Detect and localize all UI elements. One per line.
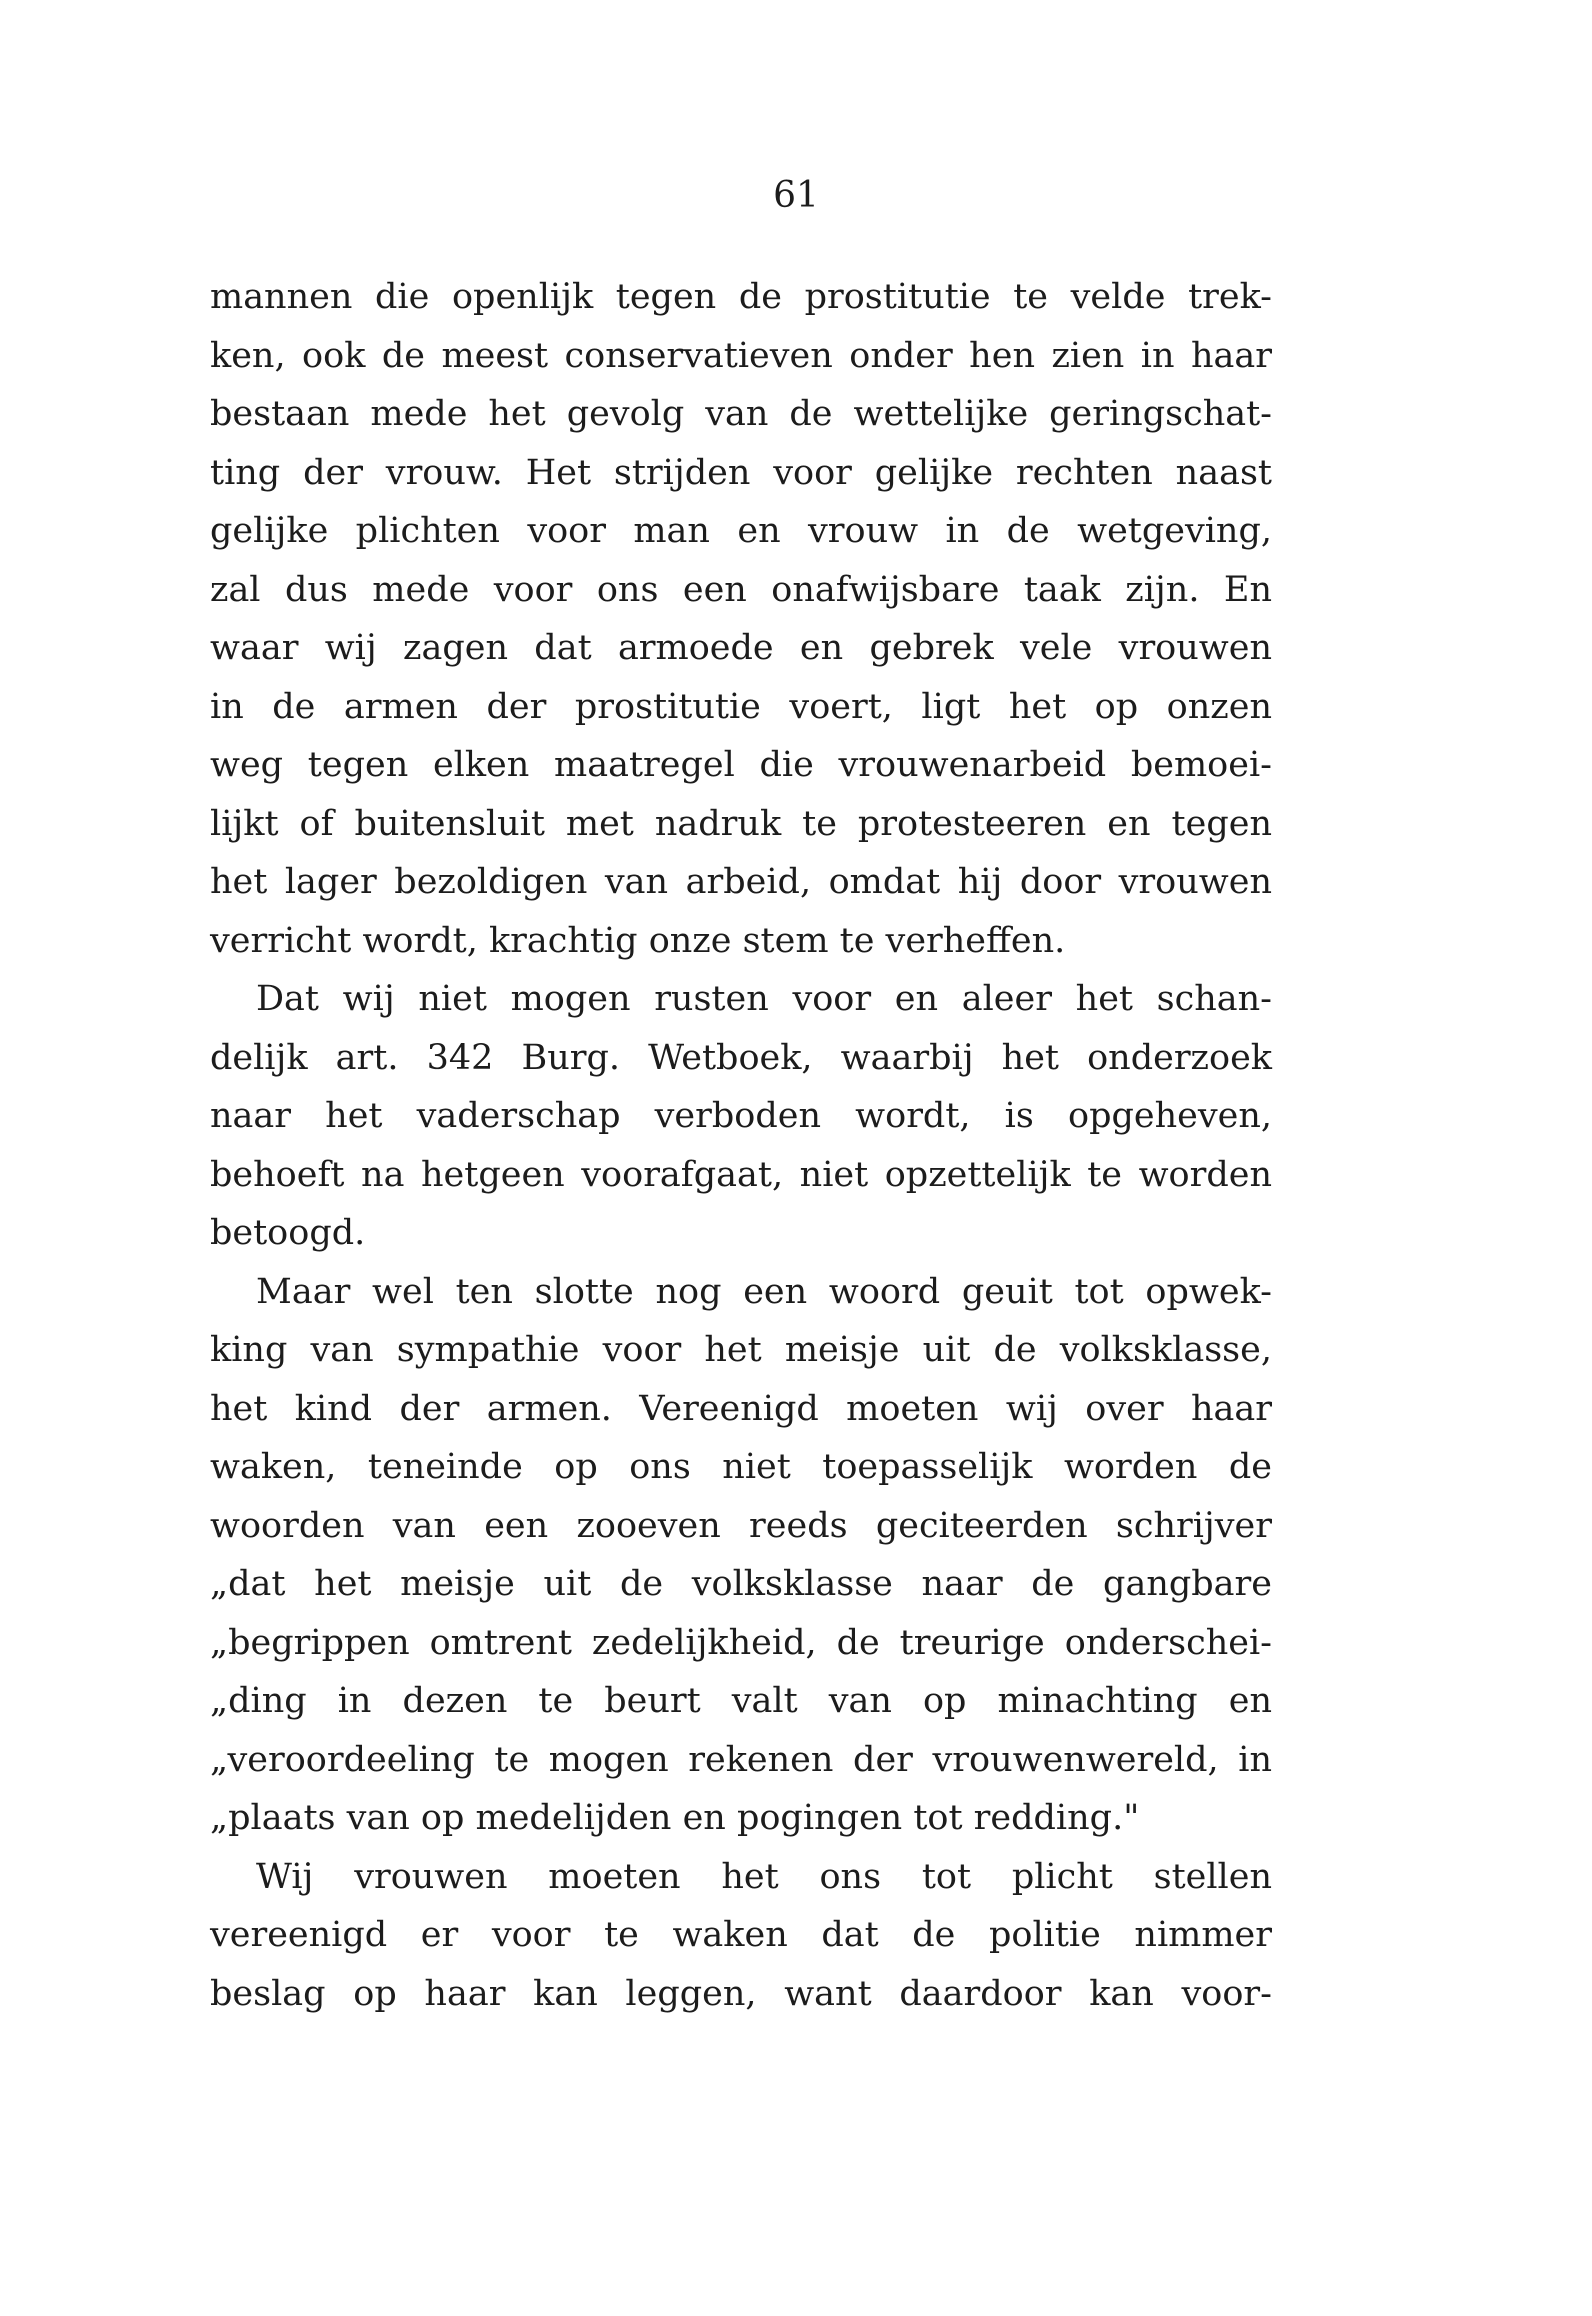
text-line: „ding in dezen te beurt valt van op minachting en — [210, 1681, 1272, 1721]
text-line: naar het vaderschap verboden wordt, is opgeheven, — [210, 1096, 1272, 1136]
text-line: king van sympathie voor het meisje uit de volksklasse, — [210, 1330, 1272, 1370]
text-line: behoeft na hetgeen voorafgaat, niet opzettelijk te worden — [210, 1154, 1272, 1195]
text-line: verricht wordt, krachtig onze stem te verheffen. — [210, 920, 1066, 961]
text-line: Dat wij niet mogen rusten voor en aleer het schan- — [256, 979, 1272, 1019]
text-line: het kind der armen. Vereenigd moeten wij over haar — [210, 1388, 1272, 1429]
text-line: waar wij zagen dat armoede en gebrek vele vrouwen — [210, 628, 1272, 668]
text-line: woorden van een zooeven reeds geciteerden schrijver — [210, 1505, 1272, 1546]
text-line: „veroordeeling te mogen rekenen der vrouwenwereld, in — [210, 1739, 1272, 1780]
text-line: ting der vrouw. Het strijden voor gelijke rechten naast — [210, 452, 1272, 493]
text-line: delijk art. 342 Burg. Wetboek, waarbij het onderzoek — [210, 1037, 1272, 1078]
body-text — [210, 268, 1272, 2023]
text-line: weg tegen elken maatregel die vrouwenarbeid bemoei- — [210, 745, 1272, 785]
text-line: Wij vrouwen moeten het ons tot plicht stellen — [256, 1856, 1272, 1897]
text-line: bestaan mede het gevolg van de wettelijke geringschat- — [210, 394, 1272, 434]
text-line: „plaats van op medelijden en pogingen tot redding." — [210, 1798, 1140, 1838]
text-line: in de armen der prostitutie voert, ligt het op onzen — [210, 686, 1272, 727]
text-line: lijkt of buitensluit met nadruk te protesteeren en tegen — [210, 803, 1272, 844]
text-line: beslag op haar kan leggen, want daardoor kan voor- — [210, 1973, 1272, 2014]
text-line: betoogd. — [210, 1213, 366, 1253]
text-line: „begrippen omtrent zedelijkheid, de treurige onderschei- — [210, 1622, 1272, 1663]
text-line: „dat het meisje uit de volksklasse naar de gangbare — [210, 1564, 1272, 1604]
text-line: waken, teneinde op ons niet toepasselijk worden de — [210, 1447, 1272, 1487]
text-line: gelijke plichten voor man en vrouw in de wetgeving, — [210, 511, 1272, 551]
text-line: ken, ook de meest conservatieven onder hen zien in haar — [210, 335, 1272, 376]
text-line: Maar wel ten slotte nog een woord geuit tot opwek- — [256, 1271, 1272, 1312]
page-number: 61 — [773, 175, 819, 216]
text-line: mannen die openlijk tegen de prostitutie te velde trek- — [210, 277, 1272, 317]
text-line: vereenigd er voor te waken dat de politie nimmer — [210, 1915, 1272, 1955]
text-line: zal dus mede voor ons een onafwijsbare taak zijn. En — [210, 569, 1272, 610]
text-line: het lager bezoldigen van arbeid, omdat hij door vrouwen — [210, 862, 1272, 902]
